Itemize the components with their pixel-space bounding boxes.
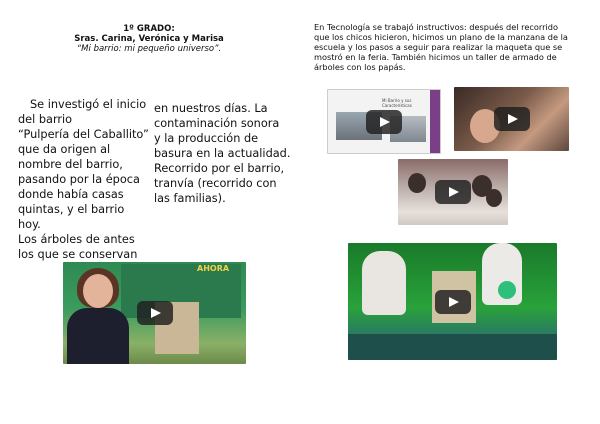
text-line: donde había casas xyxy=(18,188,124,201)
video-thumbnail-slide[interactable] xyxy=(327,89,441,154)
history-text-column-2 xyxy=(154,101,296,206)
video-thumbnail-classroom[interactable] xyxy=(454,87,569,151)
text-line: que da origen al xyxy=(18,143,111,156)
board-text: AHORA xyxy=(197,264,230,273)
video-thumbnail-model[interactable] xyxy=(348,243,557,360)
play-icon[interactable] xyxy=(435,290,471,314)
teacher-body xyxy=(67,308,129,364)
child-figure xyxy=(486,189,502,207)
text-line: quintas, y el barrio hoy. xyxy=(18,203,125,231)
play-icon[interactable] xyxy=(366,110,402,134)
text-line: las familias). xyxy=(154,192,226,205)
play-icon[interactable] xyxy=(435,180,471,204)
tree-model xyxy=(498,281,516,299)
table-surface xyxy=(348,334,557,360)
video-thumbnail-teacher[interactable] xyxy=(63,262,246,364)
teachers-label: Sras. Carina, Verónica y Marisa xyxy=(74,34,224,44)
text-line: nombre del barrio, xyxy=(18,158,123,171)
child-figure xyxy=(362,251,406,315)
grade-label: 1º GRADO: xyxy=(123,24,175,34)
slide-caption: Mi Barrio y sus Características xyxy=(382,98,412,108)
play-icon[interactable] xyxy=(137,301,173,325)
text-line: del barrio xyxy=(18,113,73,126)
text-line: Se investigó el inicio xyxy=(30,98,147,111)
video-thumbnail-group[interactable] xyxy=(398,159,508,225)
slide-accent-bar xyxy=(430,90,440,153)
text-line: en nuestros días. La xyxy=(154,102,268,115)
text-line: contaminación sonora xyxy=(154,117,280,130)
text-line: los que se conservan xyxy=(18,248,138,261)
text-line: tranvía (recorrido con xyxy=(154,177,277,190)
text-line: Recorrido por el barrio, xyxy=(154,162,285,175)
history-text-column-1 xyxy=(18,97,150,262)
teacher-face xyxy=(83,274,113,308)
text-line: pasando por la época xyxy=(18,173,140,186)
play-icon[interactable] xyxy=(494,107,530,131)
project-title: “Mi barrio: mi pequeño universo”. xyxy=(76,44,222,54)
text-line: “Pulpería del Caballito” xyxy=(18,128,149,141)
technology-paragraph: En Tecnología se trabajó instructivos: después del recorrido que los chicos hicieron, hicimos un plano de la manzana de la escuela y los pasos a seguir para realizar la maqueta que se mostró en la feria. También hicimos un taller de armado de árboles con los papás. xyxy=(314,22,568,72)
text-line: Los árboles de antes xyxy=(18,233,135,246)
class-header xyxy=(60,24,238,54)
child-figure xyxy=(408,173,426,193)
text-line: basura en la actualidad. xyxy=(154,147,291,160)
text-line: y la producción de xyxy=(154,132,259,145)
